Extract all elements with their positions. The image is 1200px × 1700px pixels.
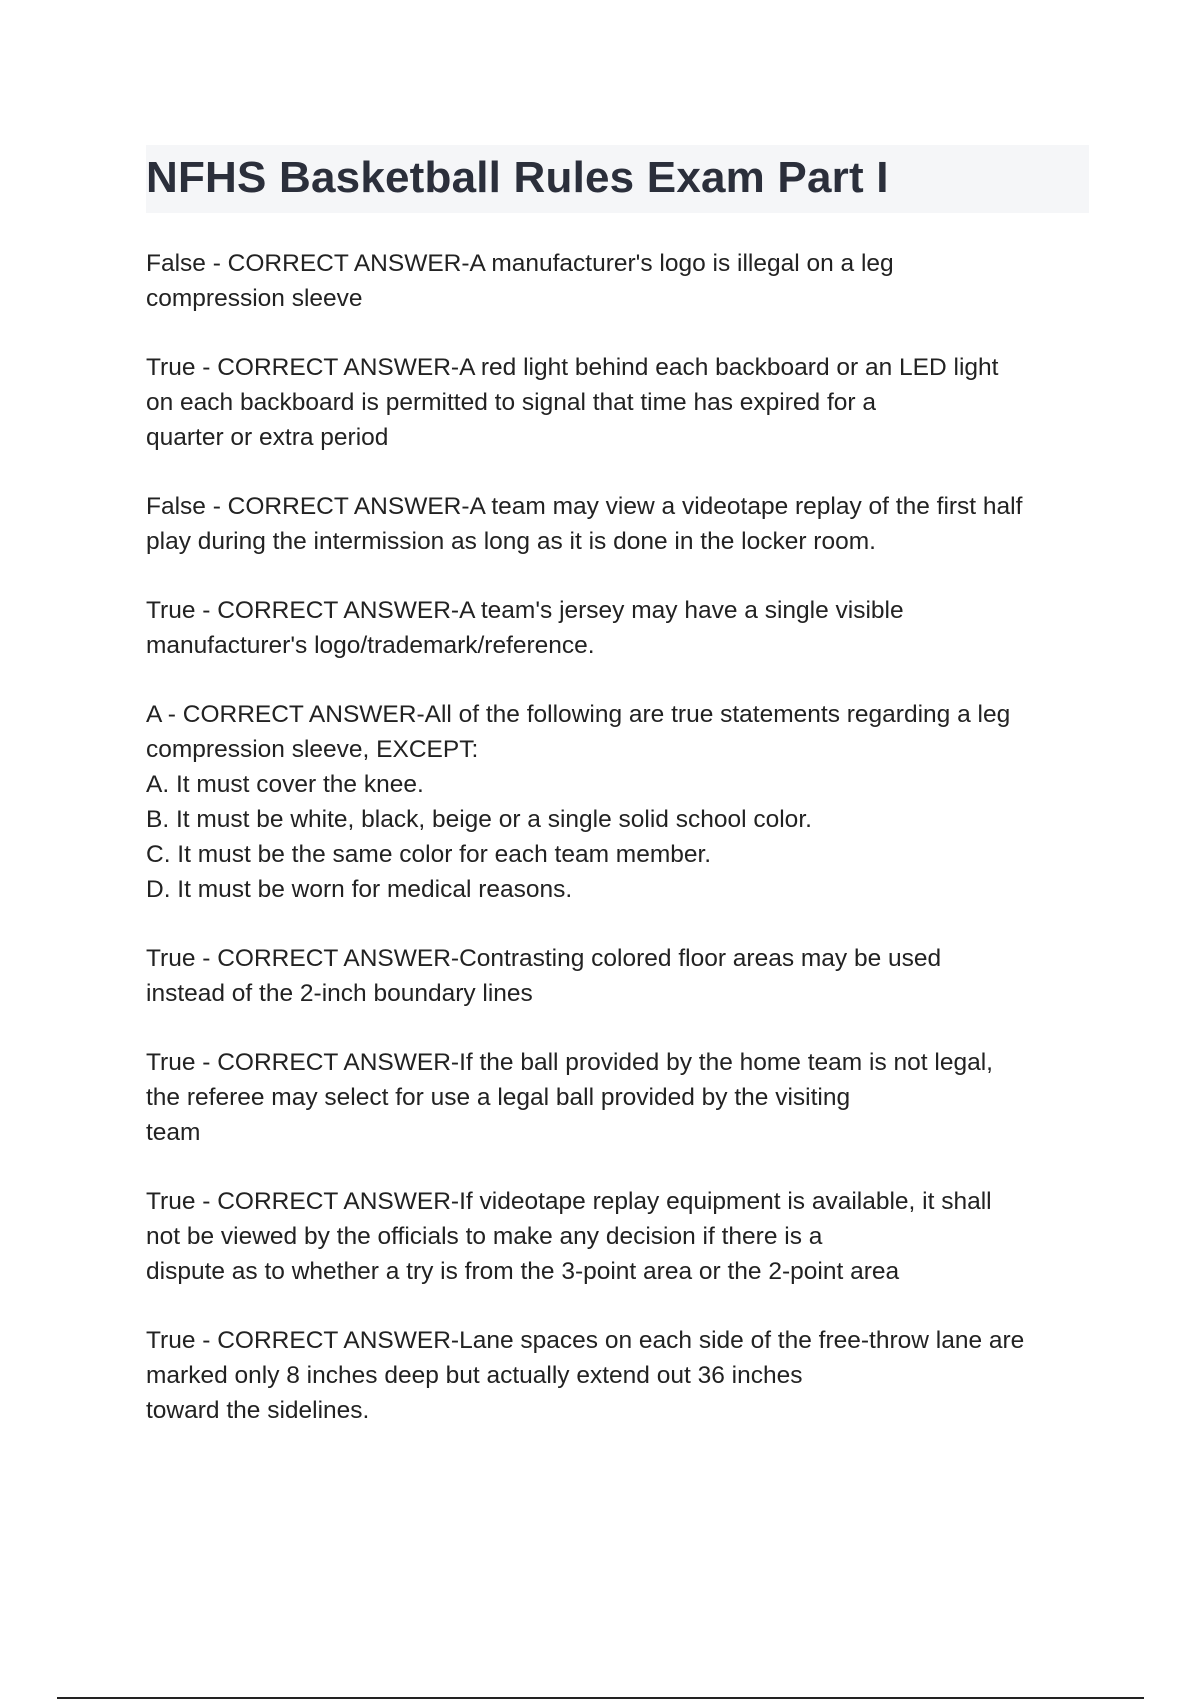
qa-entry-line: True - CORRECT ANSWER-A team's jersey may have a single visible [146, 597, 904, 624]
qa-entry-line: play during the intermission as long as it is done in the locker room. [146, 528, 876, 555]
qa-entry-line: the referee may select for use a legal ball provided by the visiting [146, 1084, 851, 1111]
qa-entry-line: True - CORRECT ANSWER-A red light behind each backboard or an LED light [146, 354, 999, 381]
page-footer-rule [57, 1697, 1144, 1699]
qa-entry-line: A. It must cover the knee. [146, 771, 424, 798]
qa-entry [146, 593, 1096, 663]
qa-entry-line: B. It must be white, black, beige or a single solid school color. [146, 806, 812, 833]
qa-entry-line: dispute as to whether a try is from the 3-point area or the 2-point area [146, 1258, 900, 1285]
qa-entry-line: False - CORRECT ANSWER-A team may view a videotape replay of the first half [146, 493, 1023, 520]
qa-entry-line: instead of the 2-inch boundary lines [146, 980, 533, 1007]
qa-entry-line: True - CORRECT ANSWER-Contrasting colored floor areas may be used [146, 945, 942, 972]
qa-entry-line: team [146, 1119, 201, 1146]
qa-entry-line: D. It must be worn for medical reasons. [146, 876, 573, 903]
qa-entry-line: manufacturer's logo/trademark/reference. [146, 632, 595, 659]
qa-entry-line: compression sleeve, EXCEPT: [146, 736, 479, 763]
qa-entry-line: False - CORRECT ANSWER-A manufacturer's logo is illegal on a leg [146, 250, 894, 277]
qa-entry-line: True - CORRECT ANSWER-If the ball provided by the home team is not legal, [146, 1049, 993, 1076]
qa-entry-line: True - CORRECT ANSWER-Lane spaces on each side of the free-throw lane are [146, 1327, 1025, 1354]
qa-entry-line: on each backboard is permitted to signal that time has expired for a [146, 389, 876, 416]
qa-entry [146, 1045, 1096, 1150]
qa-entry [146, 246, 1096, 316]
qa-entry-line: toward the sidelines. [146, 1397, 370, 1424]
qa-entry-line: marked only 8 inches deep but actually extend out 36 inches [146, 1362, 803, 1389]
qa-entry-line: A - CORRECT ANSWER-All of the following are true statements regarding a leg [146, 701, 1011, 728]
qa-entry-line: C. It must be the same color for each team member. [146, 841, 712, 868]
page-title: NFHS Basketball Rules Exam Part I [146, 153, 889, 202]
qa-list [146, 246, 1096, 1462]
qa-entry [146, 1323, 1096, 1428]
qa-entry-line: True - CORRECT ANSWER-If videotape replay equipment is available, it shall [146, 1188, 992, 1215]
qa-entry [146, 1184, 1096, 1289]
qa-entry-line: quarter or extra period [146, 424, 389, 451]
qa-entry [146, 697, 1096, 907]
qa-entry-line: not be viewed by the officials to make any decision if there is a [146, 1223, 823, 1250]
qa-entry [146, 489, 1096, 559]
qa-entry-line: compression sleeve [146, 285, 363, 312]
qa-entry [146, 941, 1096, 1011]
qa-entry [146, 350, 1096, 455]
